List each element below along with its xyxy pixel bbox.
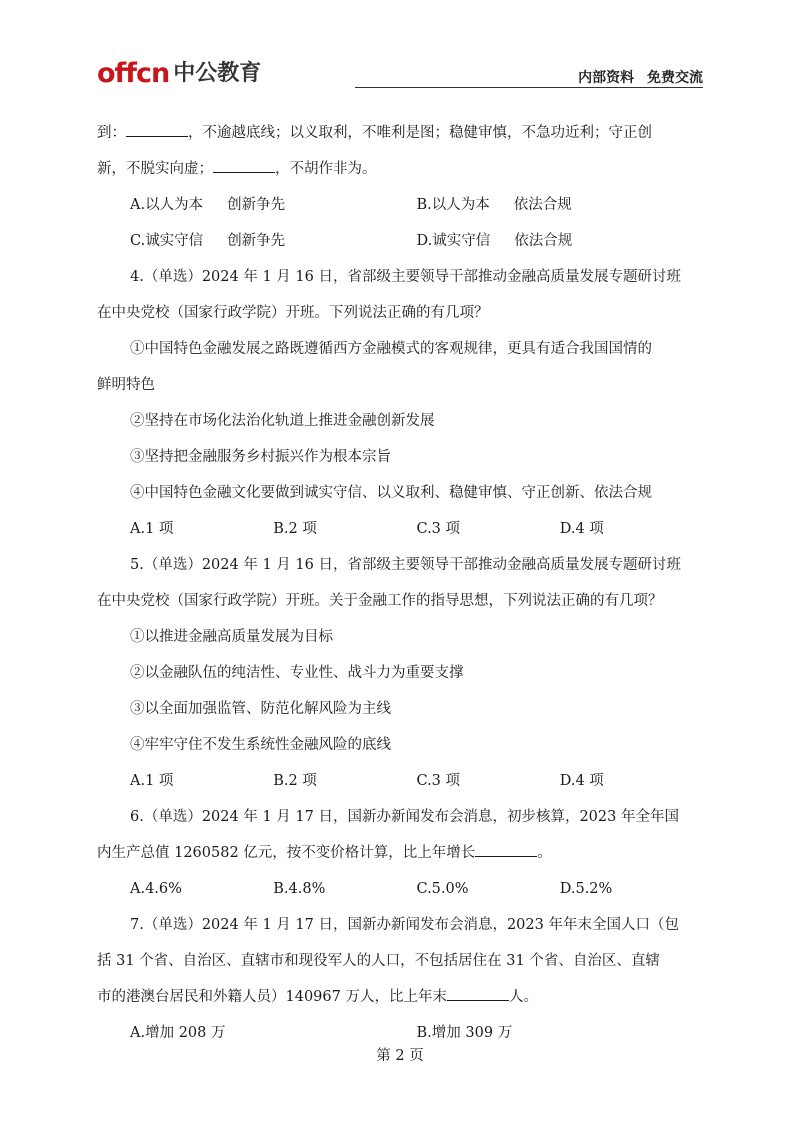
- q5-option-a: A.1 项: [130, 773, 174, 789]
- q4-item-3: ③坚持把金融服务乡村振兴作为根本宗旨: [130, 449, 391, 465]
- q3-option-a: A.以人为本 创新争先: [130, 197, 286, 213]
- q4-item-4: ④中国特色金融文化要做到诚实守信、以义取利、稳健审慎、守正创新、依法合规: [130, 485, 652, 501]
- q6-stem-line-1: 6.（单选）2024 年 1 月 17 日，国新办新闻发布会消息，初步核算，2023 年全年国: [130, 809, 679, 825]
- q3-line-2: [97, 151, 703, 187]
- page-header: [97, 60, 703, 90]
- q4-option-c: C.3 项: [416, 521, 461, 537]
- q3-text: 到：: [97, 125, 126, 141]
- q5-options: [97, 763, 703, 799]
- header-tag-internal: 内部资料: [578, 70, 635, 86]
- q3-options-row-2: [97, 223, 703, 259]
- q3-line-1: [97, 115, 703, 151]
- q3-option-c: C.诚实守信 创新争先: [130, 233, 286, 249]
- q6-option-c: C.5.0%: [416, 881, 469, 897]
- q5-item-4: ④牢牢守住不发生系统性金融风险的底线: [130, 737, 391, 753]
- q6-text: 内生产总值 1260582 亿元，按不变价格计算，比上年增长: [97, 845, 476, 861]
- q6-text: 。: [537, 845, 552, 861]
- q5-option-d: D.4 项: [559, 773, 604, 789]
- q5-item-3: ③以全面加强监管、防范化解风险为主线: [130, 701, 391, 717]
- q4-item-1-cont: 鲜明特色: [97, 377, 155, 393]
- q7-stem-line-2: 括 31 个省、自治区、直辖市和现役军人的人口，不包括居住在 31 个省、自治区、直辖: [97, 953, 660, 969]
- answer-blank: [475, 842, 537, 857]
- header-tagline: [578, 67, 703, 87]
- answer-blank: [447, 986, 509, 1001]
- q7-text: 人。: [508, 989, 538, 1005]
- q4-item-2: ②坚持在市场化法治化轨道上推进金融创新发展: [130, 413, 435, 429]
- offcn-logo: [97, 60, 261, 88]
- q3-text: ，不胡作非为。: [275, 161, 377, 177]
- q3-text: ，不逾越底线；以义取利，不唯利是图；稳健审慎，不急功近利；守正创: [188, 125, 652, 141]
- q7-option-b: B.增加 309 万: [416, 1025, 513, 1041]
- q3-option-b: B.以人为本 依法合规: [416, 197, 572, 213]
- q7-text: 市的港澳台居民和外籍人员）140967 万人，比上年末: [97, 989, 447, 1005]
- q5-stem-line-1: 5.（单选）2024 年 1 月 16 日，省部级主要领导干部推动金融高质量发展专题研讨班: [130, 557, 681, 573]
- q5-option-b: B.2 项: [273, 773, 317, 789]
- q7-stem-line-3: [97, 979, 703, 1015]
- header-rule: [355, 87, 703, 88]
- logo-cn-text: 中公教育: [173, 61, 262, 86]
- q6-options: [97, 871, 703, 907]
- page-number: 第 2 页: [376, 1048, 424, 1064]
- q4-item-1: ①中国特色金融发展之路既遵循西方金融模式的客观规律，更具有适合我国国情的: [130, 341, 652, 357]
- answer-blank: [213, 158, 275, 173]
- q3-option-d: D.诚实守信 依法合规: [416, 233, 573, 249]
- q4-stem-line-2: 在中央党校（国家行政学院）开班。下列说法正确的有几项？: [97, 305, 489, 321]
- q6-option-d: D.5.2%: [559, 881, 613, 897]
- q5-item-2: ②以金融队伍的纯洁性、专业性、战斗力为重要支撑: [130, 665, 464, 681]
- q4-option-b: B.2 项: [273, 521, 317, 537]
- q7-option-a: A.增加 208 万: [130, 1025, 226, 1041]
- q4-option-d: D.4 项: [559, 521, 604, 537]
- q4-stem-line-1: 4.（单选）2024 年 1 月 16 日，省部级主要领导干部推动金融高质量发展专题研讨班: [130, 269, 681, 285]
- q5-stem-line-2: 在中央党校（国家行政学院）开班。关于金融工作的指导思想，下列说法正确的有几项？: [97, 593, 663, 609]
- q5-item-1: ①以推进金融高质量发展为目标: [130, 629, 333, 645]
- q6-option-a: A.4.6%: [130, 881, 182, 897]
- q4-options: [97, 511, 703, 547]
- document-body: [97, 115, 703, 1051]
- q7-stem-line-1: 7.（单选）2024 年 1 月 17 日，国新办新闻发布会消息，2023 年年末全国人口（包: [130, 917, 679, 933]
- q3-options-row-1: [97, 187, 703, 223]
- header-tag-free: 免费交流: [647, 70, 703, 86]
- q4-option-a: A.1 项: [130, 521, 174, 537]
- q6-stem-line-2: [97, 835, 703, 871]
- q5-option-c: C.3 项: [416, 773, 461, 789]
- q6-option-b: B.4.8%: [273, 881, 326, 897]
- q3-text: 新，不脱实向虚；: [97, 161, 213, 177]
- answer-blank: [126, 122, 188, 137]
- logo-latin-text: offcn: [97, 58, 170, 89]
